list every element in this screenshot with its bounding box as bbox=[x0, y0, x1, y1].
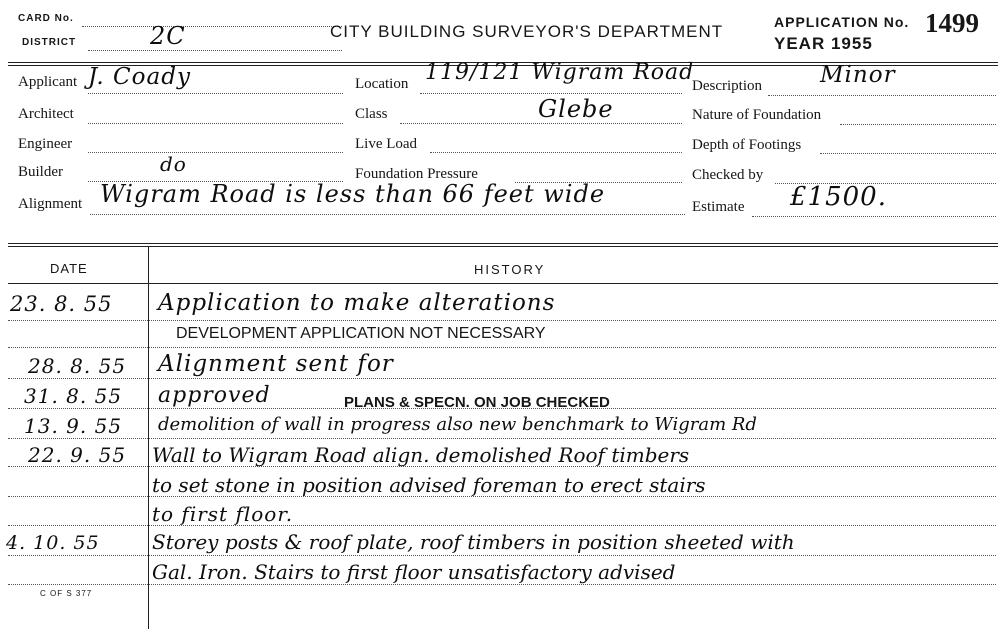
district-label: DISTRICT bbox=[22, 37, 77, 48]
description-value: Minor bbox=[820, 62, 896, 88]
history-text: Wall to Wigram Road align. demolished Roof timbers bbox=[152, 443, 690, 467]
estimate-label: Estimate bbox=[692, 199, 745, 215]
history-date: 4. 10. 55 bbox=[6, 532, 100, 554]
alignment-label: Alignment bbox=[18, 196, 83, 212]
district-value: 2C bbox=[150, 22, 186, 50]
applicant-value: J. Coady bbox=[88, 64, 191, 90]
history-date: 31. 8. 55 bbox=[24, 384, 123, 408]
history-text: approved bbox=[158, 383, 271, 408]
checked-by-label: Checked by bbox=[692, 167, 764, 183]
applicant-label: Applicant bbox=[18, 74, 78, 90]
builder-label: Builder bbox=[18, 164, 63, 180]
builder-value: do bbox=[160, 152, 187, 176]
application-number: 1499 bbox=[925, 8, 979, 38]
history-date: 23. 8. 55 bbox=[10, 292, 113, 316]
alignment-value: Wigram Road is less than 66 feet wide bbox=[100, 180, 606, 208]
location-value: 119/121 Wigram Road bbox=[425, 60, 695, 85]
history-date: 13. 9. 55 bbox=[24, 414, 123, 438]
history-text: Storey posts & roof plate, roof timbers in position sheeted with bbox=[152, 530, 795, 554]
description-label: Description bbox=[692, 78, 762, 94]
depth-of-footings-label: Depth of Footings bbox=[692, 137, 802, 153]
class-value: Glebe bbox=[538, 95, 614, 123]
architect-label: Architect bbox=[18, 106, 74, 122]
live-load-label: Live Load bbox=[355, 136, 418, 152]
history-text: to set stone in position advised foreman to erect stairs bbox=[152, 473, 706, 497]
history-text: Gal. Iron. Stairs to first floor unsatisfactory advised bbox=[152, 560, 676, 584]
department-title: CITY BUILDING SURVEYOR'S DEPARTMENT bbox=[330, 22, 724, 41]
foundation-pressure-label: Foundation Pressure bbox=[355, 166, 478, 182]
date-column-header: DATE bbox=[50, 261, 88, 276]
history-date: 28. 8. 55 bbox=[28, 354, 127, 378]
class-label: Class bbox=[355, 106, 388, 122]
application-no-label: APPLICATION No. bbox=[774, 14, 910, 30]
history-text: to first floor. bbox=[152, 502, 294, 526]
history-stamp-text: PLANS & SPECN. ON JOB CHECKED bbox=[344, 394, 610, 411]
engineer-label: Engineer bbox=[18, 136, 73, 152]
location-label: Location bbox=[355, 76, 409, 92]
history-text: Application to make alterations bbox=[158, 290, 556, 316]
history-stamp-text: DEVELOPMENT APPLICATION NOT NECESSARY bbox=[176, 325, 546, 342]
form-code: C OF S 377 bbox=[40, 589, 93, 598]
year: YEAR 1955 bbox=[774, 34, 873, 53]
history-column-header: HISTORY bbox=[474, 262, 546, 277]
history-text: demolition of wall in progress also new benchmark to Wigram Rd bbox=[158, 414, 757, 435]
estimate-value: £1500. bbox=[790, 182, 887, 212]
history-date: 22. 9. 55 bbox=[28, 443, 127, 467]
history-text: Alignment sent for bbox=[158, 351, 394, 377]
card-no-label: CARD No. bbox=[18, 13, 74, 24]
nature-of-foundation-label: Nature of Foundation bbox=[692, 107, 822, 123]
